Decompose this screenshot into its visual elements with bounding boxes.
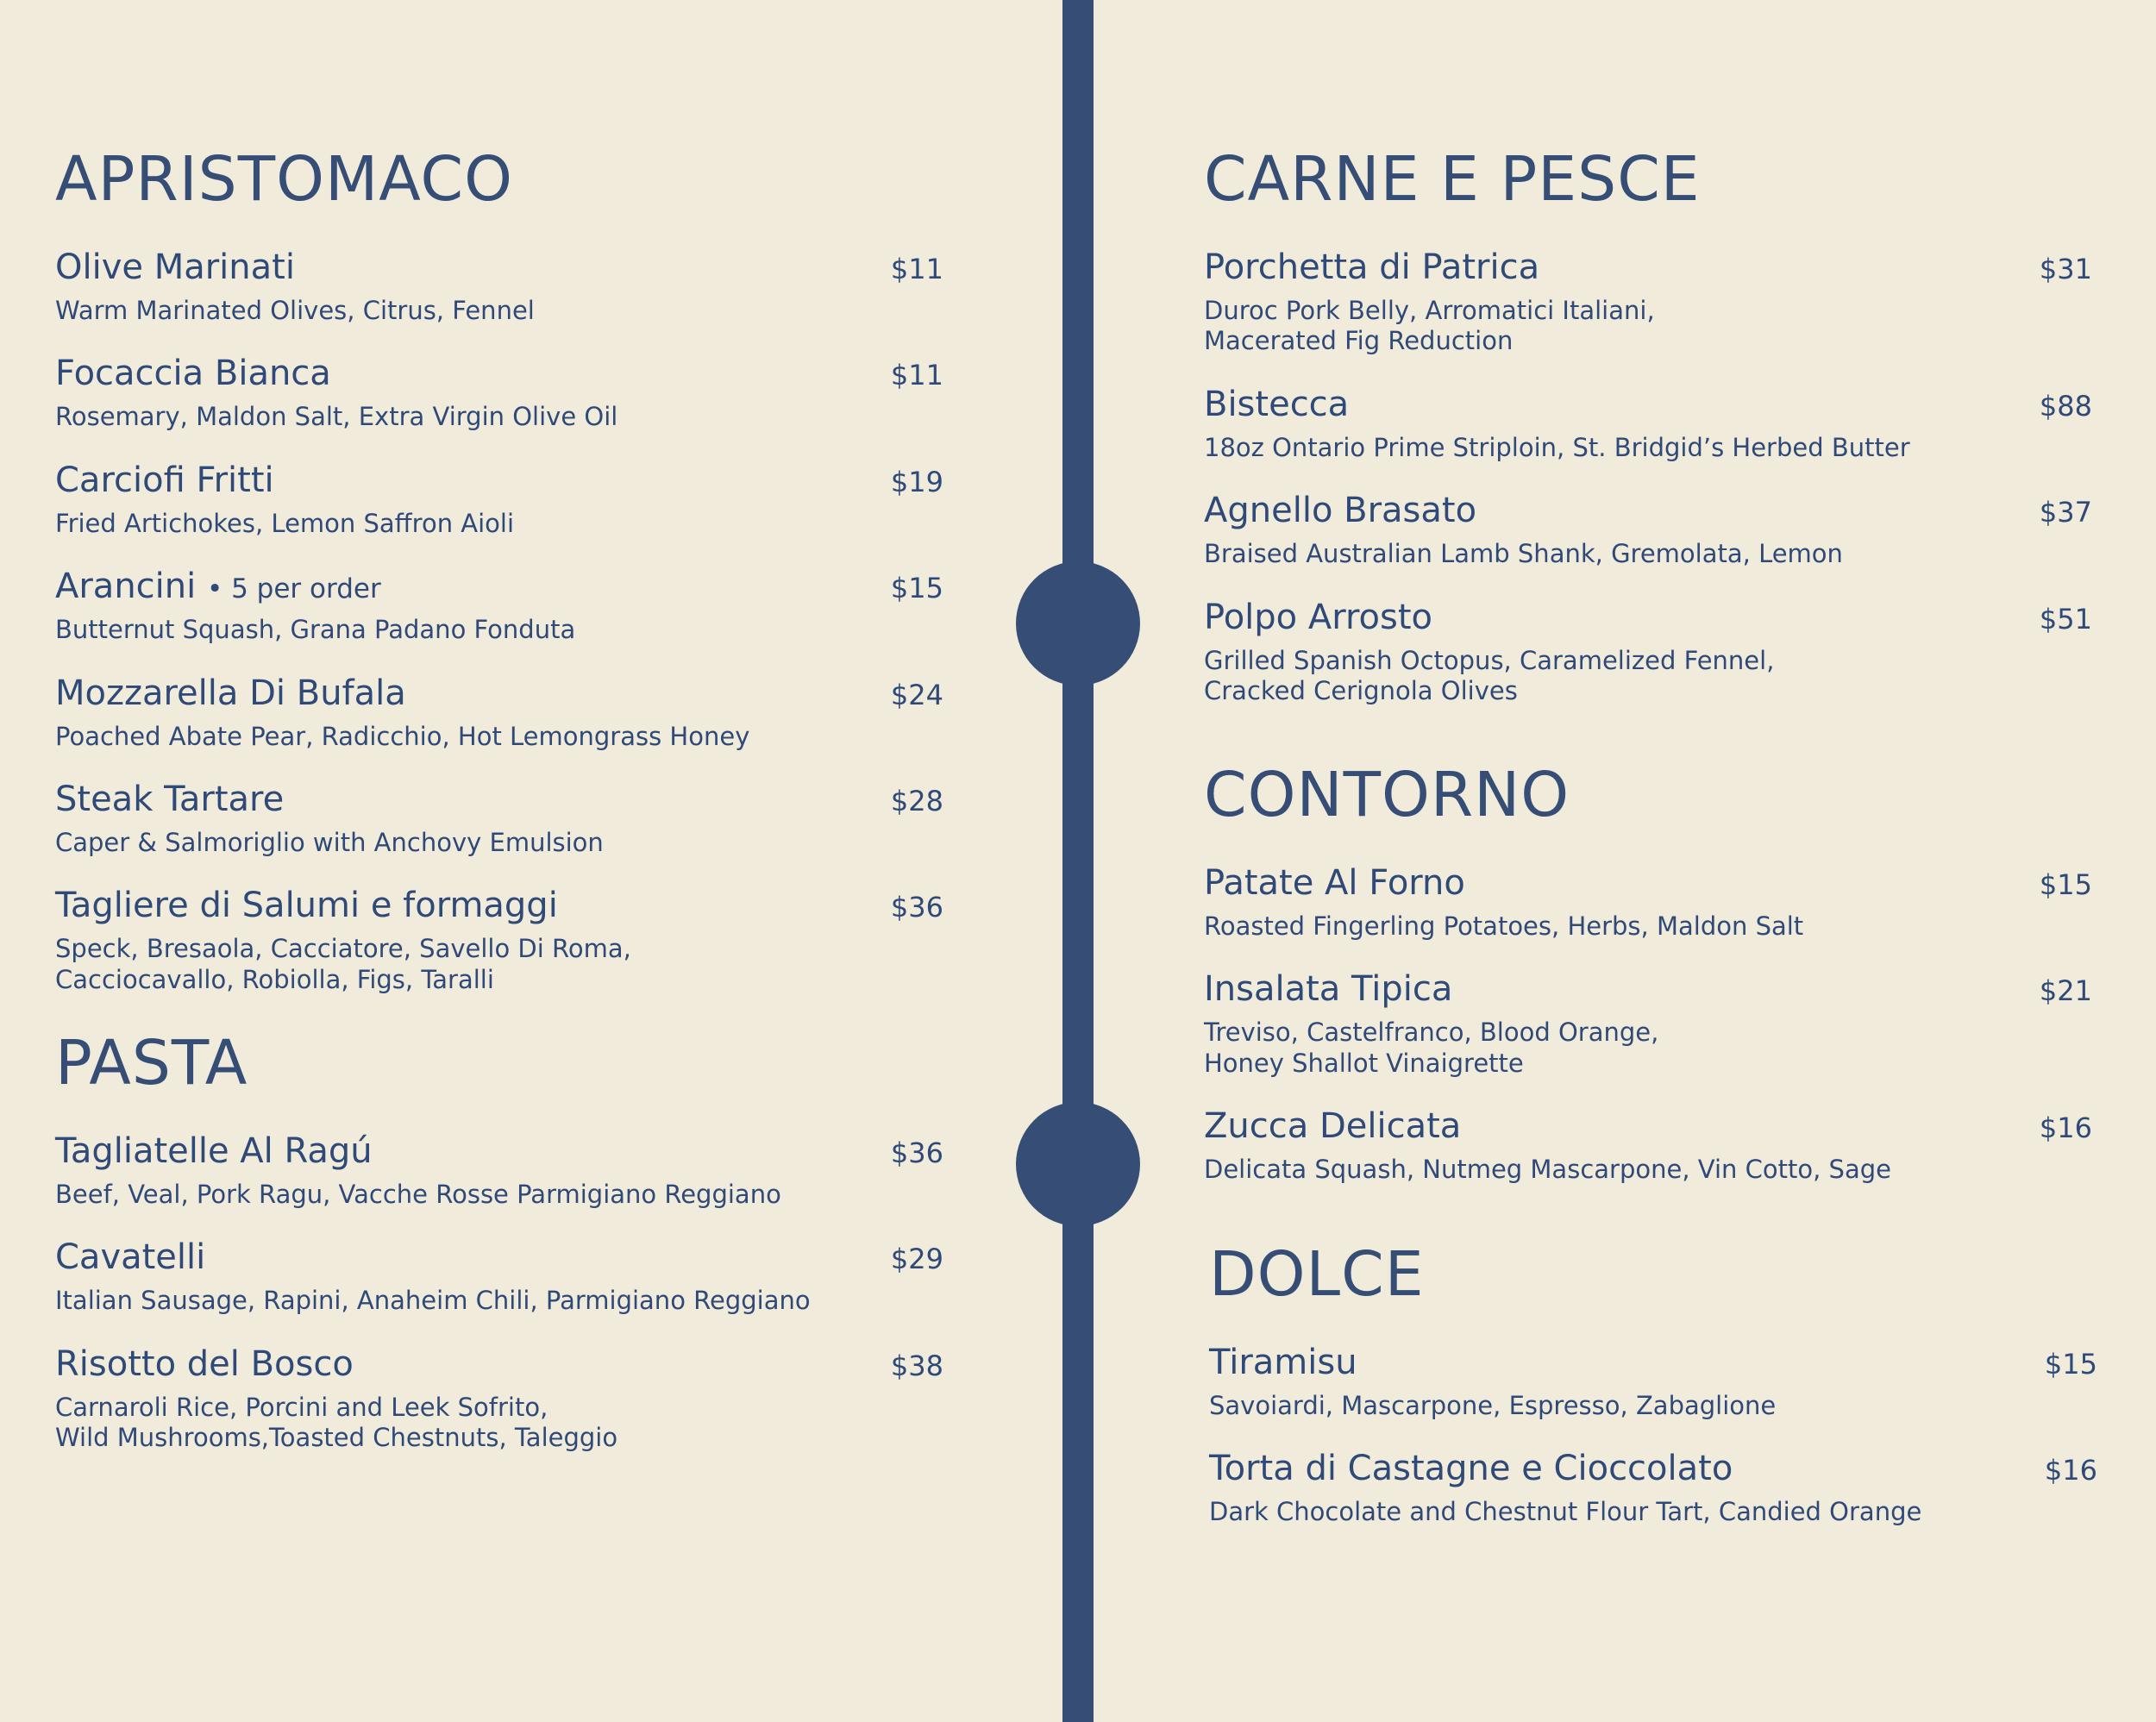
- menu-item: [1204, 598, 2092, 707]
- menu-item-name-row: [1204, 969, 2092, 1009]
- menu-item: [55, 886, 943, 995]
- menu-item-name: Olive Marinati: [55, 247, 295, 287]
- menu-item-description: [55, 1180, 943, 1210]
- description-line: Dark Chocolate and Chestnut Flour Tart, Candied Orange: [1209, 1497, 1922, 1527]
- description-line: Savoiardi, Mascarpone, Espresso, Zabaglione: [1209, 1391, 1777, 1420]
- menu-item-name: Carciofi Fritti: [55, 460, 274, 500]
- description-line: Wild Mushrooms,Toasted Chestnuts, Taleggio: [55, 1423, 618, 1453]
- section-title: PASTA: [55, 1027, 248, 1099]
- menu-item-description: [55, 722, 943, 752]
- menu-item-name-row: [55, 567, 943, 606]
- menu-item-description: [55, 828, 943, 858]
- menu-item-list: [1204, 247, 2092, 706]
- menu-item: [55, 1237, 943, 1316]
- section-carne-e-pesce: [1204, 143, 2092, 734]
- menu-item-price: $28: [890, 784, 943, 817]
- menu-item-name-row: [1204, 863, 2092, 903]
- menu-item: [55, 567, 943, 645]
- menu-item: [1204, 491, 2092, 569]
- center-divider: [1062, 0, 1094, 1722]
- menu-item-price: $11: [890, 359, 943, 392]
- description-line: 18oz Ontario Prime Striploin, St. Bridgid’s Herbed Butter: [1204, 432, 1910, 462]
- menu-item-name-row: [55, 1131, 943, 1171]
- menu-item-price: $24: [890, 678, 943, 711]
- menu-item-price: $31: [2039, 253, 2092, 285]
- divider-dot-lower: [1016, 1102, 1140, 1226]
- menu-item-price: $36: [890, 1137, 943, 1169]
- description-line: Cacciocavallo, Robiolla, Figs, Taralli: [55, 964, 494, 994]
- menu-item-name-row: [55, 247, 943, 287]
- menu-item-name: Torta di Castagne e Cioccolato: [1209, 1449, 1733, 1489]
- menu-item-name: Porchetta di Patrica: [1204, 247, 1540, 287]
- menu-item-list: [55, 1131, 943, 1454]
- menu-item-description: [1204, 911, 2092, 942]
- menu-item-description: [1209, 1497, 2097, 1527]
- description-line: Cracked Cerignola Olives: [1204, 675, 1518, 705]
- description-line: Grilled Spanish Octopus, Caramelized Fennel,: [1204, 645, 1775, 675]
- menu-item-description: [55, 615, 943, 645]
- menu-item-name: Insalata Tipica: [1204, 969, 1453, 1010]
- menu-item-description: [55, 1286, 943, 1316]
- menu-item-list: [1204, 863, 2092, 1186]
- menu-item: [1209, 1449, 2097, 1527]
- description-line: Honey Shallot Vinaigrette: [1204, 1048, 1524, 1078]
- section-contorno: [1204, 759, 2092, 1213]
- menu-item: [55, 460, 943, 539]
- menu-item: [1204, 385, 2092, 463]
- menu-item-name: Agnello Brasato: [1204, 491, 1477, 531]
- description-line: Beef, Veal, Pork Ragu, Vacche Rosse Parmigiano Reggiano: [55, 1180, 781, 1209]
- section-title: APRISTOMACO: [55, 143, 514, 215]
- menu-item-name-row: [1204, 247, 2092, 287]
- menu-item-name: Patate Al Forno: [1204, 863, 1465, 903]
- menu-item-description: [55, 296, 943, 326]
- menu-item-name: Tagliere di Salumi e formaggi: [55, 886, 558, 926]
- menu-item-name: Zucca Delicata: [1204, 1106, 1462, 1147]
- menu-item: [1204, 863, 2092, 942]
- description-line: Poached Abate Pear, Radicchio, Hot Lemongrass Honey: [55, 721, 750, 751]
- menu-item-price: $36: [890, 891, 943, 924]
- section-dolce: [1209, 1238, 2097, 1556]
- menu-item: [1204, 247, 2092, 357]
- menu-item-price: $29: [890, 1243, 943, 1276]
- menu-item-description: [1204, 433, 2092, 463]
- menu-item: [55, 1344, 943, 1454]
- menu-item-name-row: [1209, 1449, 2097, 1488]
- menu-item-price: $51: [2039, 602, 2092, 636]
- menu-item-price: $38: [890, 1349, 943, 1382]
- menu-item-name: Tiramisu: [1209, 1343, 1357, 1382]
- description-line: Italian Sausage, Rapini, Anaheim Chili, Parmigiano Reggiano: [55, 1286, 811, 1316]
- menu-item-description: [1204, 646, 2092, 707]
- menu-item: [55, 673, 943, 752]
- menu-item-description: [1204, 1018, 2092, 1079]
- section-title: CARNE E PESCE: [1204, 143, 1701, 215]
- menu-item-name: Bistecca: [1204, 384, 1350, 424]
- menu-item-name: Tagliatelle Al Ragú: [55, 1131, 373, 1171]
- menu-item-name-row: [1204, 491, 2092, 530]
- description-line: Delicata Squash, Nutmeg Mascarpone, Vin Cotto, Sage: [1204, 1155, 1891, 1185]
- menu-item-name-row: [1204, 385, 2092, 424]
- section-title: DOLCE: [1209, 1238, 1425, 1310]
- section-apristomaco: [55, 143, 943, 1023]
- menu-item-name-row: [55, 780, 943, 819]
- menu-item-price: $11: [890, 253, 943, 285]
- menu-item: [1204, 969, 2092, 1079]
- description-line: Treviso, Castelfranco, Blood Orange,: [1204, 1018, 1659, 1048]
- description-line: Rosemary, Maldon Salt, Extra Virgin Olive Oil: [55, 402, 618, 432]
- menu-item-price: $19: [890, 465, 943, 498]
- menu-item-description: [1204, 1155, 2092, 1185]
- menu-item-price: $15: [890, 572, 943, 605]
- menu-item-name: Focaccia Bianca: [55, 354, 331, 394]
- menu-item-note: • 5 per order: [206, 573, 381, 605]
- menu-item-name: Polpo Arrosto: [1204, 597, 1432, 637]
- menu-item-price: $88: [2039, 389, 2092, 423]
- description-line: Warm Marinated Olives, Citrus, Fennel: [55, 296, 535, 325]
- description-line: Carnaroli Rice, Porcini and Leek Sofrito,: [55, 1392, 548, 1422]
- menu-item-name-row: [1204, 1106, 2092, 1146]
- menu-item-list: [55, 247, 943, 995]
- menu-item-description: [1204, 539, 2092, 569]
- divider-dot-upper: [1016, 561, 1140, 686]
- menu-item-name-row: [55, 1237, 943, 1277]
- menu-item-price: $37: [2039, 496, 2092, 529]
- menu-item-name: Steak Tartare: [55, 779, 285, 819]
- menu-item-name: Arancini: [55, 567, 197, 607]
- description-line: Butternut Squash, Grana Padano Fonduta: [55, 615, 576, 645]
- description-line: Caper & Salmoriglio with Anchovy Emulsion: [55, 827, 604, 857]
- description-line: Duroc Pork Belly, Arromatici Italiani,: [1204, 296, 1655, 325]
- section-pasta: [55, 1027, 943, 1481]
- menu-item-name-row: [55, 886, 943, 925]
- menu-item-name: Cavatelli: [55, 1237, 206, 1278]
- menu-item-description: [1204, 296, 2092, 357]
- menu-item-price: $21: [2039, 974, 2092, 1008]
- menu-item-price: $15: [2039, 868, 2092, 901]
- menu-item: [55, 780, 943, 858]
- menu-item-description: [1209, 1391, 2097, 1421]
- menu-item-name-row: [55, 673, 943, 713]
- menu-item-description: [55, 402, 943, 432]
- menu-item-name-row: [55, 354, 943, 393]
- description-line: Speck, Bresaola, Cacciatore, Savello Di Roma,: [55, 934, 631, 964]
- menu-item-description: [55, 934, 943, 995]
- menu-item: [55, 1131, 943, 1210]
- menu-item-price: $16: [2039, 1111, 2092, 1145]
- menu-item: [1209, 1343, 2097, 1421]
- menu-item: [55, 354, 943, 432]
- menu-item-list: [1209, 1343, 2097, 1528]
- menu-item: [55, 247, 943, 326]
- menu-item-name-row: [55, 460, 943, 500]
- menu-item-price: $15: [2044, 1348, 2097, 1381]
- description-line: Braised Australian Lamb Shank, Gremolata, Lemon: [1204, 539, 1843, 569]
- description-line: Roasted Fingerling Potatoes, Herbs, Maldon Salt: [1204, 911, 1804, 941]
- menu-item-name-row: [1209, 1343, 2097, 1382]
- description-line: Fried Artichokes, Lemon Saffron Aioli: [55, 508, 515, 538]
- menu-item-description: [55, 509, 943, 539]
- menu-item-name-row: [55, 1344, 943, 1384]
- description-line: Macerated Fig Reduction: [1204, 326, 1514, 356]
- menu-item-description: [55, 1393, 943, 1454]
- menu-item-name: Mozzarella Di Bufala: [55, 673, 406, 713]
- menu-item-name-row: [1204, 598, 2092, 637]
- section-title: CONTORNO: [1204, 759, 1570, 830]
- menu-item-price: $16: [2044, 1454, 2097, 1487]
- menu-item: [1204, 1106, 2092, 1185]
- menu-item-name: Risotto del Bosco: [55, 1343, 354, 1384]
